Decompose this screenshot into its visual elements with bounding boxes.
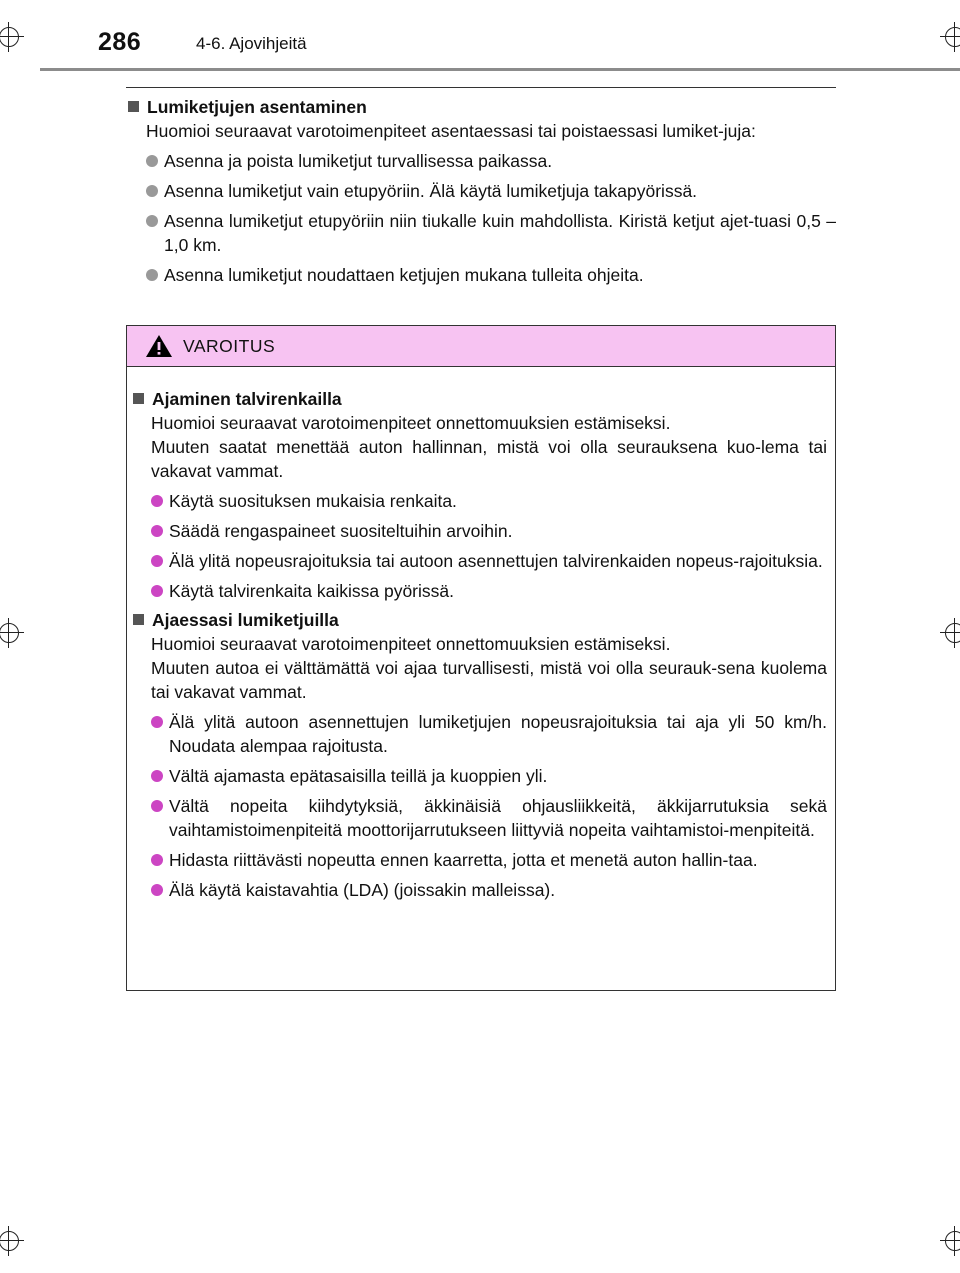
list-item: Asenna ja poista lumiketjut turvallisessa paikassa.: [146, 149, 836, 173]
bullet-dot-icon: [151, 555, 163, 567]
crop-mark-top-left: [0, 22, 24, 52]
page-number: 286: [98, 28, 142, 56]
warning-body: [127, 367, 835, 902]
square-bullet-icon: [133, 614, 144, 625]
intro-heading-text: Lumiketjujen asentaminen: [147, 97, 367, 117]
bullet-dot-icon: [151, 495, 163, 507]
warning-heading-snow-chains: Ajaessasi lumiketjuilla: [131, 608, 827, 632]
bullet-dot-icon: [151, 770, 163, 782]
bullet-dot-icon: [146, 185, 158, 197]
crop-mark-mid-left: [0, 618, 24, 648]
bullet-dot-icon: [146, 155, 158, 167]
crop-mark-mid-right: [940, 618, 960, 648]
square-bullet-icon: [128, 101, 139, 112]
header-rule: [40, 68, 960, 71]
crop-mark-bottom-left: [0, 1226, 24, 1256]
bullet-dot-icon: [146, 215, 158, 227]
bullet-dot-icon: [151, 800, 163, 812]
bullet-dot-icon: [151, 716, 163, 728]
warning-title: VAROITUS: [183, 335, 276, 356]
list-item: Säädä rengaspaineet suositeltuihin arvoihin.: [151, 519, 827, 543]
list-item: Käytä suosituksen mukaisia renkaita.: [151, 489, 827, 513]
list-item: Vältä ajamasta epätasaisilla teillä ja kuoppien yli.: [151, 764, 827, 788]
warning-heading-winter-tires: Ajaminen talvirenkailla: [131, 387, 827, 411]
crop-mark-bottom-right: [940, 1226, 960, 1256]
list-item: Hidasta riittävästi nopeutta ennen kaarretta, jotta et menetä auton hallin-taa.: [151, 848, 827, 872]
bullet-dot-icon: [146, 269, 158, 281]
warning-text: Muuten saatat menettää auton hallinnan, mistä voi olla seurauksena kuo-lema tai vakavat vammat.: [151, 437, 827, 481]
warning-box: [126, 325, 836, 991]
list-item: Asenna lumiketjut noudattaen ketjujen mukana tulleita ohjeita.: [146, 263, 836, 287]
list-item: Asenna lumiketjut etupyöriin niin tiukalle kuin mahdollista. Kiristä ketjut ajet-tuasi 0,5 – 1,0 km.: [146, 209, 836, 257]
bullet-dot-icon: [151, 585, 163, 597]
intro-section: [126, 95, 836, 287]
crop-mark-top-right: [940, 22, 960, 52]
warning-triangle-icon: [145, 334, 173, 358]
bullet-dot-icon: [151, 854, 163, 866]
list-item: Älä ylitä autoon asennettujen lumiketjujen nopeusrajoituksia tai aja yli 50 km/h. Noudata alempaa rajoitusta.: [151, 710, 827, 758]
section-title: 4-6. Ajovihjeitä: [196, 34, 307, 53]
list-item: Asenna lumiketjut vain etupyöriin. Älä käytä lumiketjuja takapyörissä.: [146, 179, 836, 203]
square-bullet-icon: [133, 393, 144, 404]
bullet-dot-icon: [151, 525, 163, 537]
warning-text: Huomioi seuraavat varotoimenpiteet onnettomuuksien estämiseksi.: [151, 413, 671, 433]
list-item: Käytä talvirenkaita kaikissa pyörissä.: [151, 579, 827, 603]
list-item: Vältä nopeita kiihdytyksiä, äkkinäisiä ohjausliikkeitä, äkkijarrutuksia sekä vaihtamistoimenpiteitä moottorijarrutukseen liittyviä nopeita vaihtamistoi-menpiteitä.: [151, 794, 827, 842]
list-item: Älä käytä kaistavahtia (LDA) (joissakin malleissa).: [151, 878, 827, 902]
bullet-dot-icon: [151, 884, 163, 896]
warning-text: Huomioi seuraavat varotoimenpiteet onnettomuuksien estämiseksi.: [151, 634, 671, 654]
list-item: Älä ylitä nopeusrajoituksia tai autoon asennettujen talvirenkaiden nopeus-rajoituksia.: [151, 549, 827, 573]
intro-text: Huomioi seuraavat varotoimenpiteet asentaessasi tai poistaessasi lumiket-juja:: [146, 121, 756, 141]
warning-text: Muuten autoa ei välttämättä voi ajaa turvallisesti, mistä voi olla seurauk-sena kuolema tai vakavat vammat.: [151, 658, 827, 702]
intro-heading: [126, 95, 836, 119]
content-top-rule: [126, 87, 836, 88]
warning-header: [127, 326, 835, 367]
